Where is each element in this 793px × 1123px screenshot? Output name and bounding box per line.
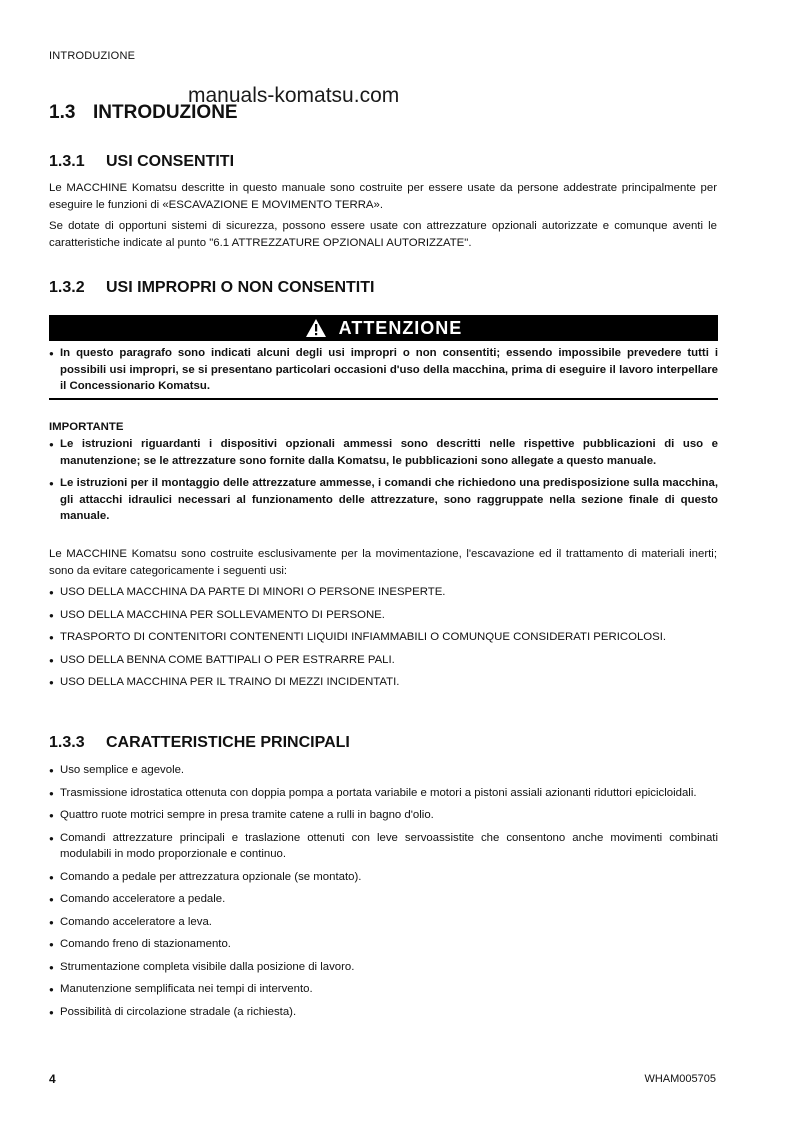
subsection-title: CARATTERISTICHE PRINCIPALI [106,734,350,751]
forbidden-uses-list [49,584,718,697]
subsection-heading-usi-consentiti [49,153,234,171]
list-item: ● Manutenzione semplificata nei tempi di intervento. [49,981,718,998]
list-item: ● USO DELLA MACCHINA DA PARTE DI MINORI O PERSONE INESPERTE. [49,584,718,601]
list-item: ● Strumentazione completa visibile dalla posizione di lavoro. [49,959,718,976]
list-item: ● USO DELLA MACCHINA PER IL TRAINO DI MEZZI INCIDENTATI. [49,674,718,691]
features-list [49,762,718,1026]
usi-impropri-text [49,546,717,584]
important-label: IMPORTANTE [49,421,124,433]
subsection-number: 1.3.3 [49,734,85,751]
list-item: ● USO DELLA MACCHINA PER SOLLEVAMENTO DI PERSONE. [49,607,718,624]
list-item: ● Le istruzioni riguardanti i dispositivi opzionali ammessi sono descritti nelle rispettive pubblicazioni di uso e manutenzione; se le attrezzature sono fornite dalla Komatsu, le pubblicazioni sono allegate a questo manuale. [49,436,718,469]
warning-title: ATTENZIONE [338,317,463,338]
watermark: manuals-komatsu.com [188,84,400,107]
usi-consentiti-text [49,180,717,256]
subsection-title: USI IMPROPRI O NON CONSENTITI [106,279,375,296]
list-item: ● Comando acceleratore a leva. [49,914,718,931]
document-code: WHAM005705 [644,1073,716,1085]
subsection-number: 1.3.1 [49,153,85,170]
list-item: ● Uso semplice e agevole. [49,762,718,779]
paragraph: Le MACCHINE Komatsu sono costruite esclusivamente per la movimentazione, l'escavazione ed il trattamento di materiali inerti; sono da evitare categoricamente i seguenti usi: [49,548,717,577]
list-item: ● Trasmissione idrostatica ottenuta con doppia pompa a portata variabile e motori a pistoni assiali azionanti riduttori epicicloidali. [49,785,718,802]
warning-text [49,345,718,401]
subsection-title: USI CONSENTITI [106,153,235,170]
list-item: ● Possibilità di circolazione stradale (a richiesta). [49,1004,718,1021]
important-list [49,436,718,531]
warning-triangle-icon [305,318,327,338]
list-item: ● Quattro ruote motrici sempre in presa tramite catene a rulli in bagno d'olio. [49,807,718,824]
warning-divider [49,398,718,400]
list-item: ● TRASPORTO DI CONTENITORI CONTENENTI LIQUIDI INFIAMMABILI O COMUNQUE CONSIDERATI PERICOLOSI. [49,629,718,646]
list-item: ● Le istruzioni per il montaggio delle attrezzature ammesse, i comandi che richiedono una predisposizione sulla macchina, gli attacchi idraulici necessari al funzionamento delle attrezzature, sono raggruppate nella sezione finale di questo manuale. [49,475,718,525]
paragraph: Se dotate di opportuni sistemi di sicurezza, possono essere usate con attrezzature opzionali autorizzate e comunque aventi le caratteristiche indicate al punto "6.1 ATTREZZATURE OPZIONALI AUTORIZZATE". [49,220,717,249]
page-number: 4 [49,1072,56,1086]
section-title: INTRODUZIONE [93,102,238,123]
paragraph: Le MACCHINE Komatsu descritte in questo manuale sono costruite per essere usate da persone addestrate principalmente per eseguire le funzioni di «ESCAVAZIONE E MOVIMENTO TERRA». [49,182,717,211]
subsection-heading-caratteristiche [49,734,350,752]
warning-banner [49,315,718,341]
subsection-heading-usi-impropri [49,279,374,297]
list-item: ● Comando acceleratore a pedale. [49,891,718,908]
list-item: ● USO DELLA BENNA COME BATTIPALI O PER ESTRARRE PALI. [49,652,718,669]
list-item: ● In questo paragrafo sono indicati alcuni degli usi impropri o non consentiti; essendo impossibile prevedere tutti i possibili usi impropri, se si presentano particolari occasioni d'uso della macchina, prima di eseguire il lavoro interpellare il Concessionario Komatsu. [49,345,718,395]
subsection-number: 1.3.2 [49,279,85,296]
section-heading [49,102,238,124]
running-header: INTRODUZIONE [49,50,136,62]
list-item: ● Comandi attrezzature principali e traslazione ottenuti con leve servoassistite che consentono anche movimenti combinati modulabili in modo proporzionale e continuo. [49,830,718,863]
section-number: 1.3 [49,102,76,123]
list-item: ● Comando a pedale per attrezzatura opzionale (se montato). [49,869,718,886]
list-item: ● Comando freno di stazionamento. [49,936,718,953]
